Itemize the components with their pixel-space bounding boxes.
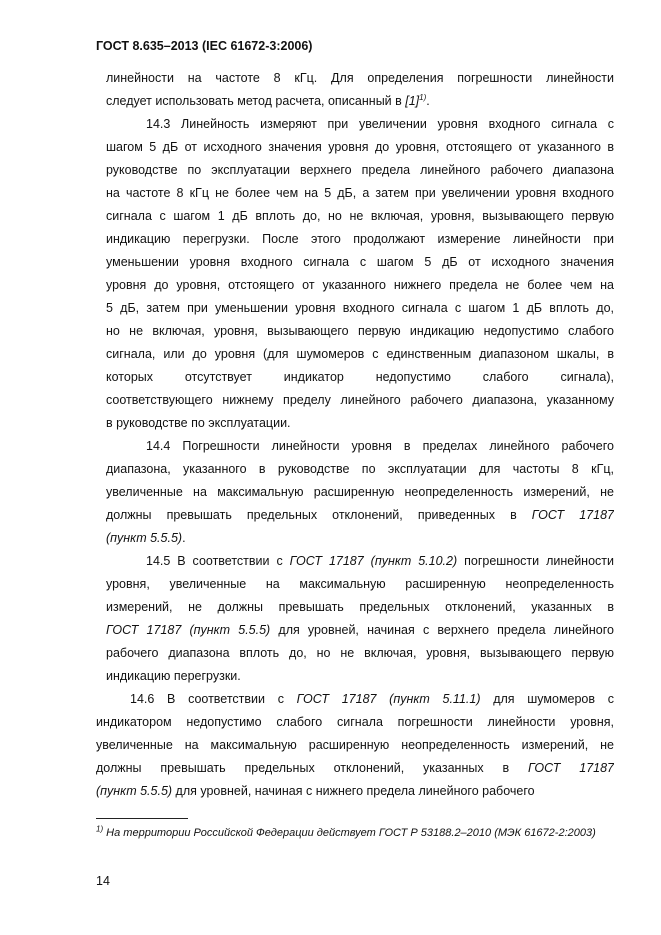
paragraph-line: 14.4 Погрешности линейности уровня в пределах линейного рабочего bbox=[146, 439, 614, 453]
paragraph-line: на частоте 8 кГц не более чем на 5 дБ, а затем при увеличении уровня входного bbox=[106, 186, 614, 200]
paragraph-line: соответствующего нижнему пределу линейного рабочего диапазона, указанному bbox=[106, 393, 614, 407]
footnote-text: На территории Российской Федерации действует ГОСТ Р 53188.2–2010 (МЭК 61672-2:2003) bbox=[103, 827, 596, 839]
paragraph-line: (пункт 5.5.5). bbox=[106, 531, 186, 545]
paragraph-line: 14.3 Линейность измеряют при увеличении уровня входного сигнала с bbox=[146, 117, 614, 131]
reference-link[interactable]: (пункт 5.5.5) bbox=[96, 784, 173, 798]
paragraph-line: измерений, не должны превышать предельных отклонений, указанных в bbox=[106, 600, 614, 614]
paragraph-line: уровня до уровня, отстоящего от указанного нижнего предела не более чем на bbox=[106, 278, 614, 292]
document-body bbox=[96, 67, 614, 803]
document-header: ГОСТ 8.635–2013 (IEC 61672-3:2006) bbox=[96, 39, 313, 53]
paragraph-line: диапазона, указанного в руководстве по эксплуатации для частоты 8 кГц, bbox=[106, 462, 614, 476]
footnote-separator bbox=[96, 818, 188, 819]
reference-link[interactable]: ГОСТ 17187 bbox=[528, 761, 614, 775]
paragraph-line: (пункт 5.5.5) для уровней, начиная с нижнего предела линейного рабочего bbox=[96, 784, 535, 798]
paragraph-line: увеличенные на максимальную расширенную неопределенность измерений, не bbox=[96, 738, 614, 752]
paragraph-line: должны превышать предельных отклонений, указанных в ГОСТ 17187 bbox=[96, 761, 614, 775]
paragraph-line: индикатором недопустимо слабого сигнала погрешности линейности уровня, bbox=[96, 715, 614, 729]
reference-link[interactable]: ГОСТ 17187 (пункт 5.10.2) bbox=[289, 554, 458, 568]
paragraph-line: руководстве по эксплуатации верхнего предела линейного рабочего диапазона bbox=[106, 163, 614, 177]
paragraph-line: которых отсутствует индикатор недопустимо слабого сигнала), bbox=[106, 370, 614, 384]
paragraph-line: увеличенные на максимальную расширенную неопределенность измерений, не bbox=[106, 485, 614, 499]
paragraph-line: должны превышать предельных отклонений, приведенных в ГОСТ 17187 bbox=[106, 508, 614, 522]
paragraph-line: 14.5 В соответствии с ГОСТ 17187 (пункт 5.10.2) погрешности линейности bbox=[146, 554, 614, 568]
footnote bbox=[96, 826, 614, 840]
reference-link[interactable]: [1] bbox=[405, 94, 420, 108]
reference-link[interactable]: ГОСТ 17187 (пункт 5.11.1) bbox=[296, 692, 481, 706]
reference-link[interactable]: ГОСТ 17187 bbox=[531, 508, 614, 522]
footnote-marker: 1) bbox=[96, 824, 104, 834]
footnote-marker[interactable]: 1) bbox=[419, 92, 427, 102]
paragraph-line: индикацию перегрузки. После этого продолжают измерение линейности при bbox=[106, 232, 614, 246]
paragraph-line: уменьшении уровня входного сигнала с шагом 5 дБ от исходного значения bbox=[106, 255, 614, 269]
paragraph-line: линейности на частоте 8 кГц. Для определения погрешности линейности bbox=[106, 71, 614, 85]
paragraph-line: рабочего диапазона вплоть до, но не включая, уровня, вызывающего первую bbox=[106, 646, 614, 660]
reference-link[interactable]: ГОСТ 17187 (пункт 5.5.5) bbox=[106, 623, 271, 637]
paragraph-line: ГОСТ 17187 (пункт 5.5.5) для уровней, начиная с верхнего предела линейного bbox=[106, 623, 614, 637]
paragraph-line: 14.6 В соответствии с ГОСТ 17187 (пункт 5.11.1) для шумомеров с bbox=[130, 692, 614, 706]
paragraph-line: шагом 5 дБ от исходного значения уровня до уровня, отстоящего от указанного в bbox=[106, 140, 614, 154]
paragraph-line: уровня, увеличенные на максимальную расширенную неопределенность bbox=[106, 577, 614, 591]
paragraph-line: но не включая, уровня, вызывающего первую индикацию недопустимо слабого bbox=[106, 324, 614, 338]
reference-link[interactable]: (пункт 5.5.5) bbox=[106, 531, 183, 545]
paragraph-line: в руководстве по эксплуатации. bbox=[106, 416, 291, 430]
paragraph-line: сигнала с шагом 1 дБ вплоть до, но не включая, уровня, вызывающего первую bbox=[106, 209, 614, 223]
paragraph-line: сигнала, или до уровня (для шумомеров с единственным диапазоном шкалы, в bbox=[106, 347, 614, 361]
page-number: 14 bbox=[96, 874, 110, 888]
paragraph-line: следует использовать метод расчета, описанный в $[1]^{1)}$. bbox=[106, 92, 430, 108]
paragraph-line: 5 дБ, затем при уменьшении уровня входного сигнала с шагом 1 дБ вплоть до, bbox=[106, 301, 614, 315]
paragraph-line: индикацию перегрузки. bbox=[106, 669, 241, 683]
